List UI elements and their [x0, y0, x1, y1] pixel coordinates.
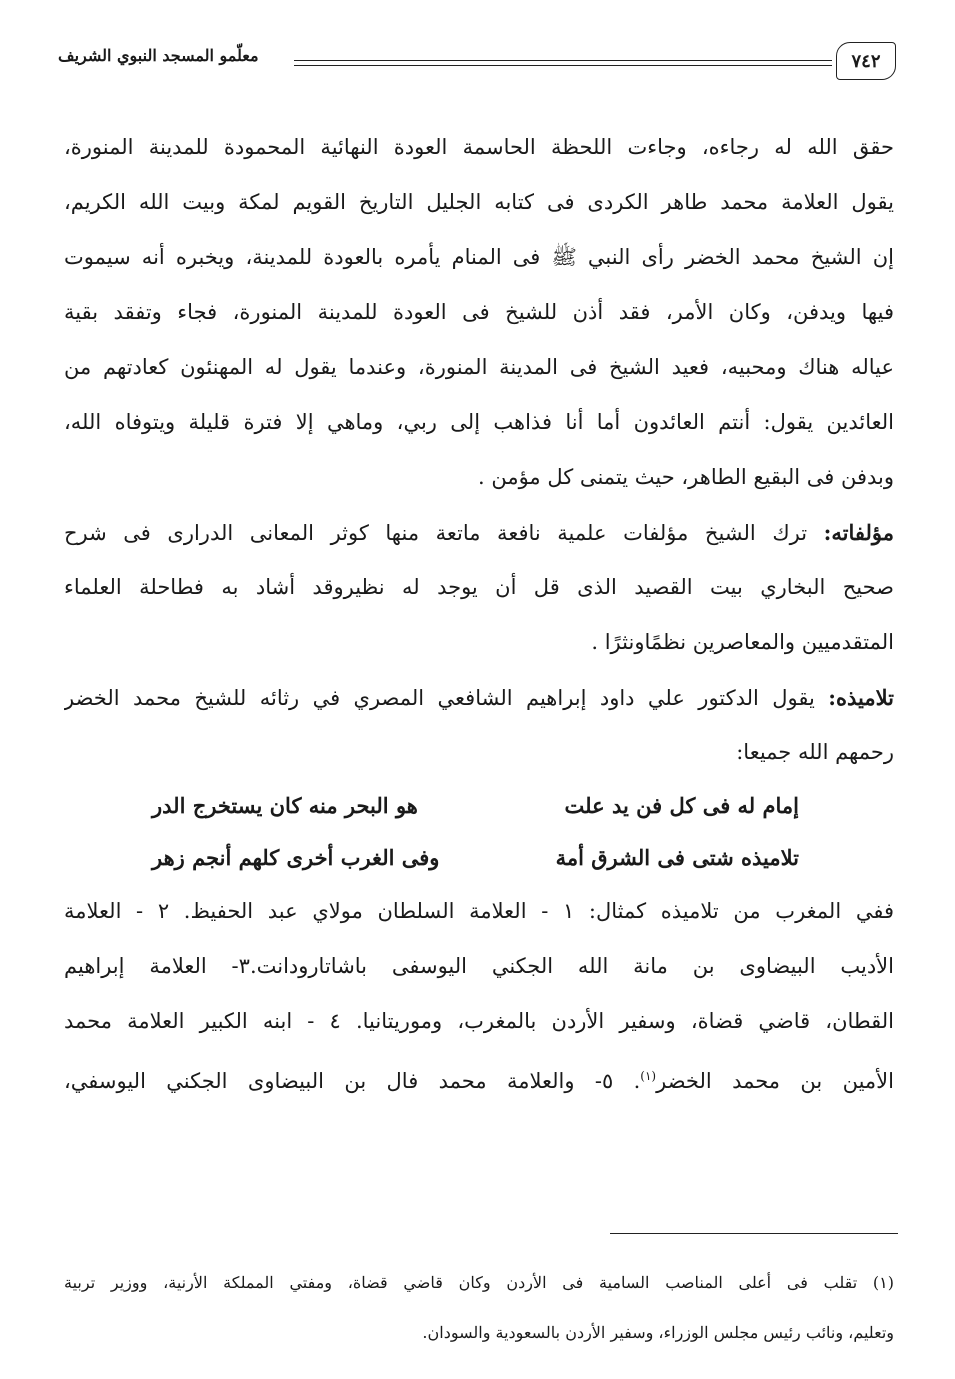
- text-line: رحمهم الله جميعا:: [736, 740, 894, 764]
- main-text: [64, 120, 894, 1104]
- text-fragment: . ٥- والعلامة محمد فال بن البيضاوى الجكني اليوسفي،: [64, 1069, 641, 1093]
- footnote-separator: [610, 1233, 898, 1234]
- works-paragraph-line: [64, 505, 894, 560]
- students-paragraph-line: [64, 670, 894, 725]
- text-line: عياله هناك ومحبيه، فعيد الشيخ فى المدينة المنورة، وعندما يقول له المهنئون كعادتهم من: [64, 355, 894, 379]
- poem-verse: [64, 832, 894, 884]
- text-line: يقول العلامة محمد طاهر الكردى فى كتابه الجليل التاريخ القويم لمكة وبيت الله الكريم،: [64, 190, 894, 214]
- text-fragment: الأمين بن محمد الخضر: [656, 1069, 894, 1093]
- works-label: مؤلفاته:: [823, 520, 894, 545]
- poem-verse: [64, 780, 894, 832]
- text-line: القطان، قاضي قضاة، وسفير الأردن بالمغرب، وموريتانيا. ٤ - ابنه الكبير العلامة محمد: [64, 1009, 894, 1033]
- text-line: وبدفن فى البقيع الطاهر، حيث يتمنى كل مؤمن .: [478, 465, 894, 489]
- page-number: ٧٤٢: [836, 42, 896, 80]
- students-text: يقول الدكتور علي داود إبراهيم الشافعي المصري في رثائه للشيخ محمد الخضر: [64, 686, 829, 710]
- footnote-marker: (١): [640, 1069, 657, 1083]
- poem-second-hemistich: هو البحر منه كان يستخرج الدر: [152, 793, 418, 818]
- text-line: الأديب البيضاوى بن مانة الله الجكني اليوسفى باشاتارودانت.٣- العلامة إبراهيم: [64, 954, 894, 978]
- text-line: العائدين يقول: أنتم العائدون أما أنا فذاهب إلى ربي، وماهي إلا فترة قليلة ويتوفاه الله،: [64, 410, 894, 434]
- running-title: معلّمو المسجد النبوي الشريف: [58, 46, 259, 65]
- text-line: ففي المغرب من تلاميذه كمثال: ١ - العلامة السلطان مولاي عبد الحفيظ. ٢ - العلامة: [64, 899, 894, 923]
- page-header: [58, 36, 896, 86]
- poem-second-hemistich: وفى الغرب أخرى كلهم أنجم زهر: [152, 845, 440, 870]
- footnotes: [64, 1258, 894, 1358]
- text-line: إن الشيخ محمد الخضر رأى النبي ﷺ فى المنام يأمره بالعودة للمدينة، ويخبره أنه سيموت: [64, 245, 894, 269]
- works-text: ترك الشيخ مؤلفات علمية نافعة ماتعة منها كوثر المعانى الدرارى فى شرح: [64, 521, 824, 545]
- footnote-line: وتعليم، ونائب رئيس مجلس الوزراء، وسفير الأردن بالسعودية والسودان.: [422, 1323, 894, 1342]
- text-line: صحيح البخاري بيت القصيد الذى قل أن يوجد له نظيروقد أشاد به فطاحلة العلماء: [64, 575, 894, 599]
- poem-first-hemistich: تلاميذه شتى فى الشرق أمة: [555, 845, 799, 870]
- footnote-line: (١) تقلب فى أعلى المناصب السامية فى الأردن وكان قاضي قضاة، ومفتي المملكة الأرنية، ووزير تربية: [64, 1273, 894, 1292]
- students-label: تلاميذه:: [828, 685, 894, 710]
- poem-first-hemistich: إمام له فى كل فن يد علت: [564, 793, 799, 818]
- text-line: [64, 1049, 894, 1104]
- text-line: فيها ويدفن، وكان الأمر، فقد أذن للشيخ فى العودة للمدينة المنورة، فجاء وتفقد بقية: [64, 300, 894, 324]
- text-line: حقق الله له رجاءه، وجاءت اللحظة الحاسمة العودة النهائية المحمودة للمدينة المنورة،: [64, 135, 894, 159]
- header-double-rule: [294, 60, 832, 66]
- text-line: المتقدميين والمعاصرين نظمًاونثرًا .: [591, 630, 894, 654]
